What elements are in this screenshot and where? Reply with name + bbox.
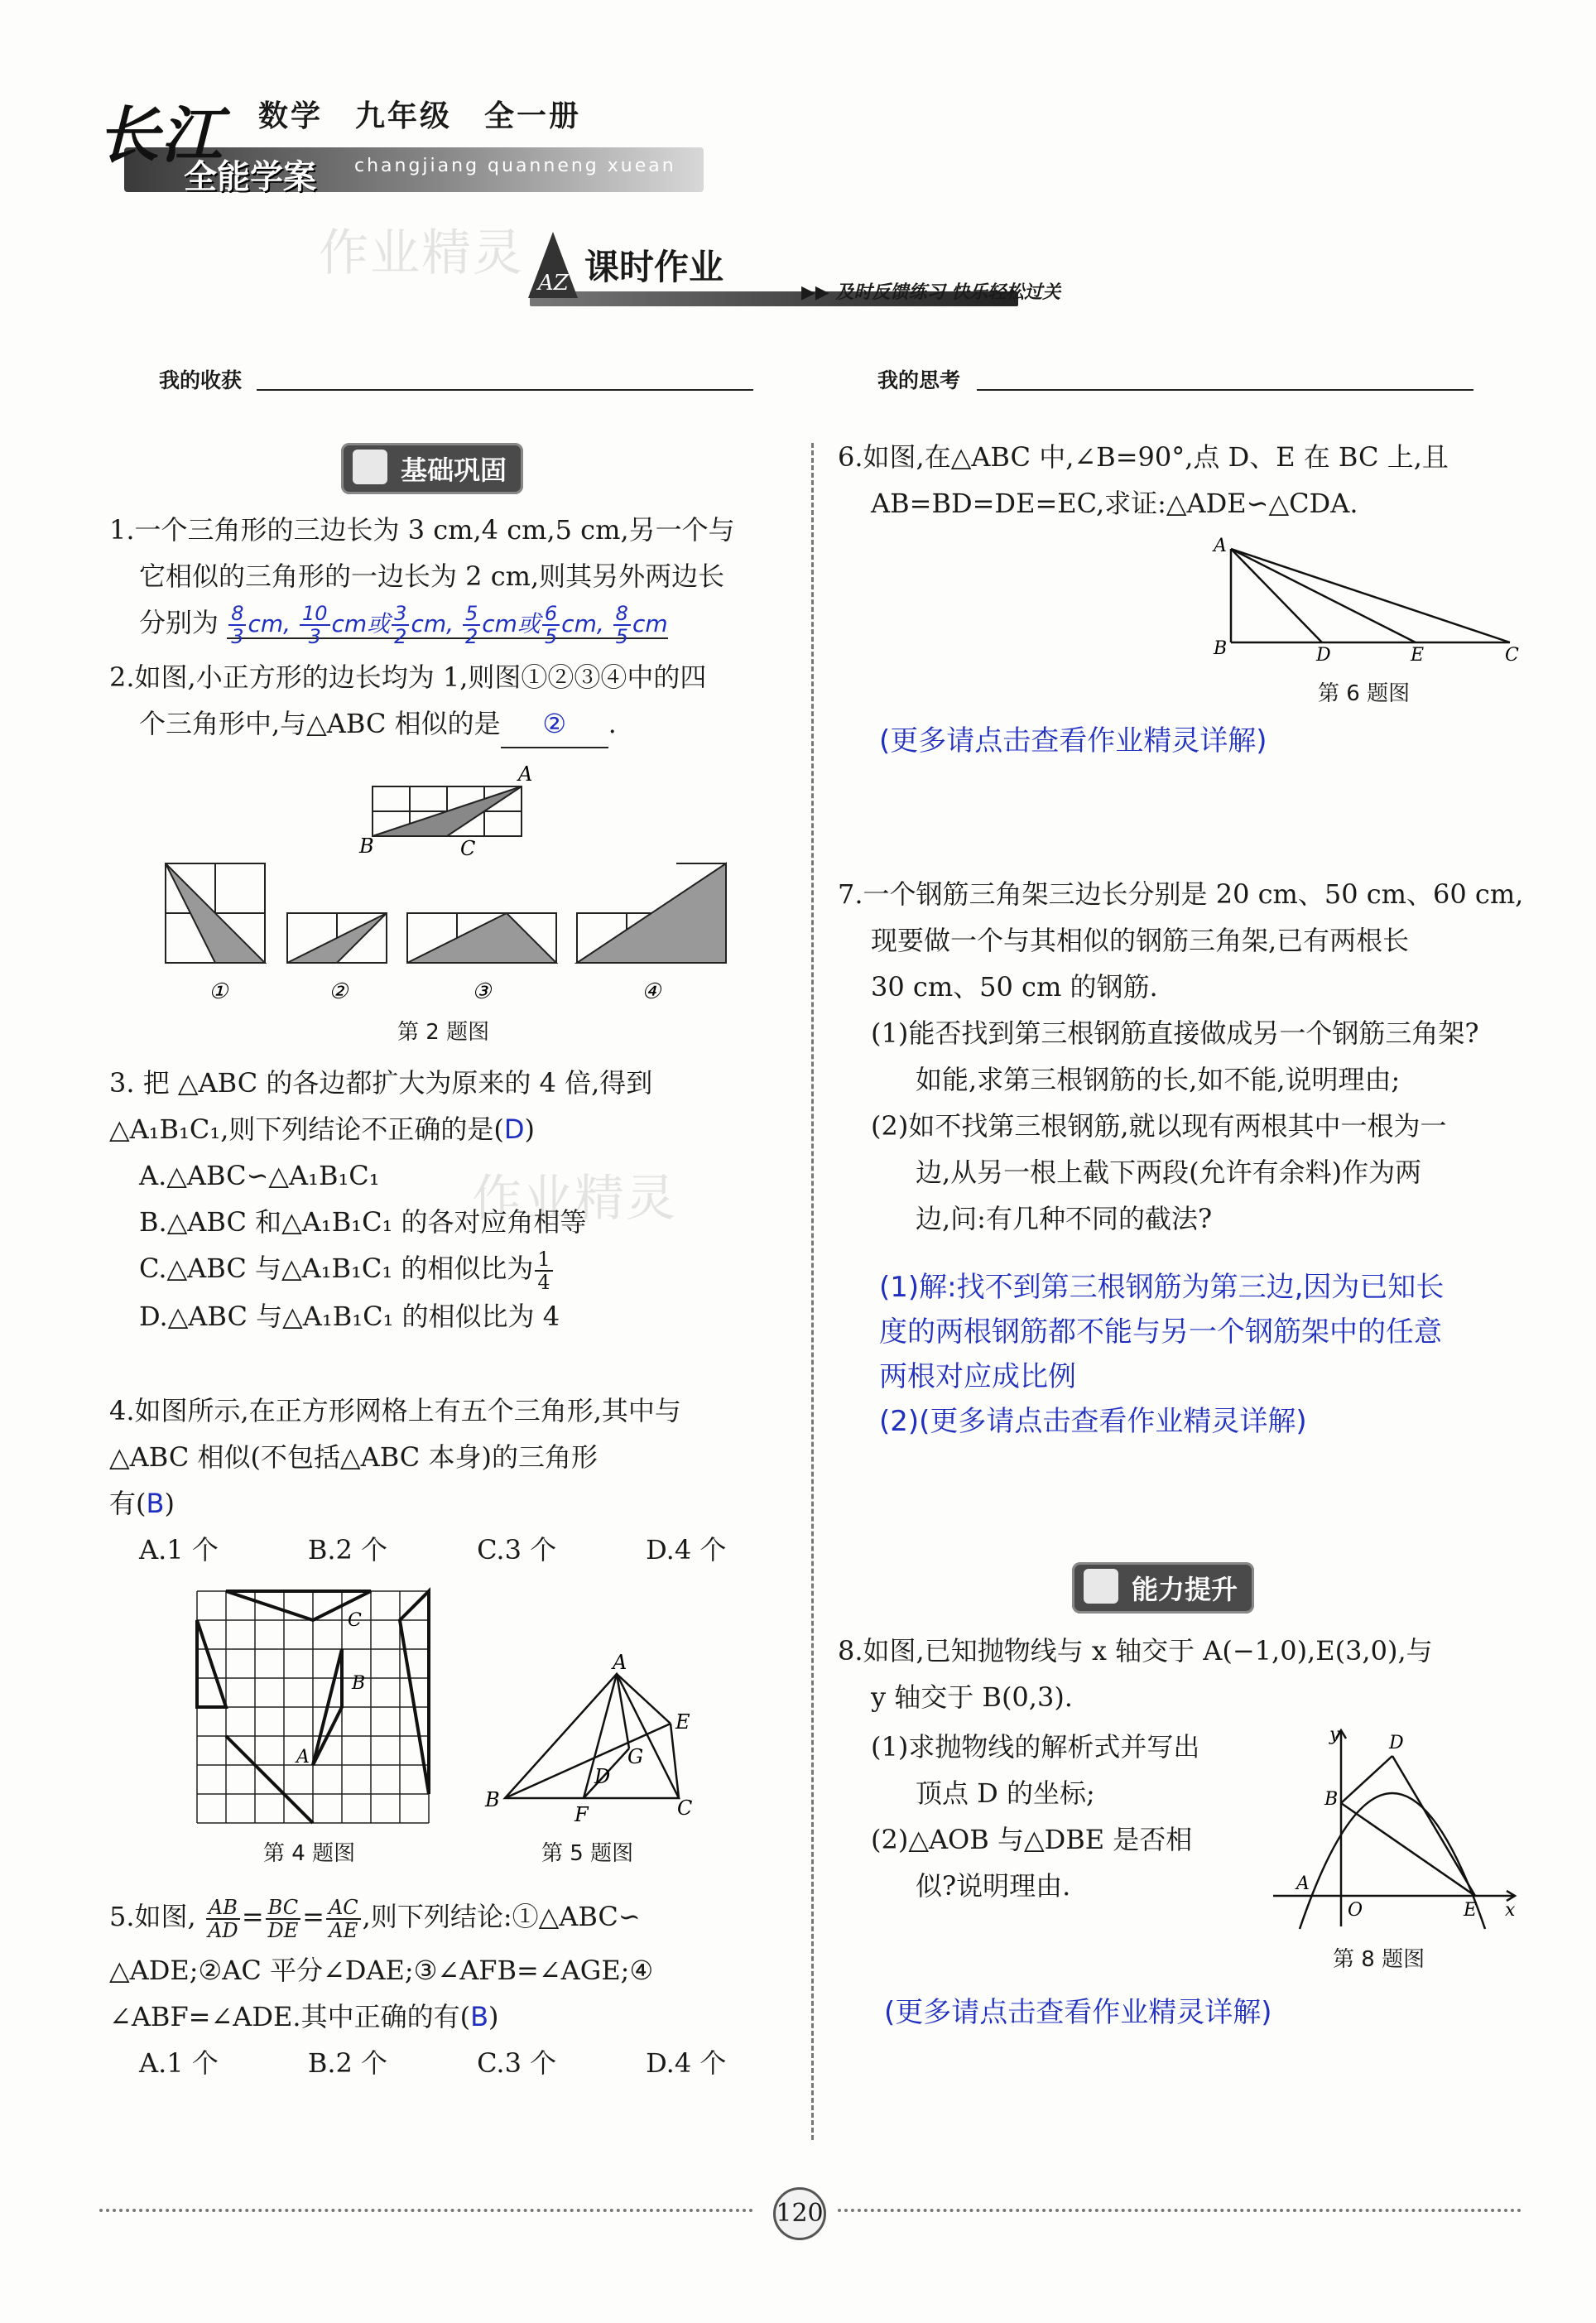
q7-answer: (1)解:找不到第三根钢筋为第三边,因为已知长 度的两根钢筋都不能与另一个钢筋架中的任意 两根对应成比例 (2)(更多请点击查看作业精灵详解)	[879, 1265, 1558, 1444]
question-7: 7.一个钢筋三角架三边长分别是 20 cm、50 cm、60 cm, 现要做一个与其相似的钢筋三角架,已有两根长 30 cm、50 cm 的钢筋. (1)能否找到第三根钢筋直接做成另一个钢筋三角架? 如能,求第三根钢筋的长,如不能,说明理由; (2)如不找第三根钢筋,就以现有两根其中一根为一 边,从另一根上截下两段(允许有余料)作为两 边,问:有几种不同的截法?	[838, 878, 1524, 1234]
question-1: 1.一个三角形的三边长为 3 cm,4 cm,5 cm,另一个与 它相似的三角形的一边长为 2 cm,则其另外两边长 分别为 $\frac{8}{3}$ cm, $\frac{10}{3}$ cm或 $\frac{3}{2}$ cm, $\frac{5}{2}$ cm或 $\frac{6}{5}$ cm, $\frac{8}{5}$ cm	[109, 514, 735, 648]
q8-parabola-figure	[1268, 1724, 1526, 1935]
svg-text:G: G	[627, 1745, 644, 1768]
svg-text:B: B	[485, 1788, 500, 1811]
q5-answer: B	[470, 2001, 489, 2032]
q3-answer: D	[503, 1113, 525, 1145]
q4-answer: B	[146, 1488, 165, 1519]
svg-text:E: E	[675, 1710, 690, 1734]
svg-text:B: B	[352, 1673, 366, 1694]
q2-label-2: ②	[329, 979, 349, 1004]
q2-caption: 第 2 题图	[397, 1020, 490, 1045]
q4-grid-figure	[197, 1591, 430, 1825]
book-title: 数学 九年级 全一册	[258, 99, 582, 133]
clipboard-icon	[1084, 1569, 1118, 1604]
page-number: 120	[773, 2187, 826, 2240]
thinking-label: 我的思考	[877, 368, 961, 392]
svg-text:O: O	[1348, 1900, 1363, 1921]
svg-text:A: A	[296, 1747, 310, 1768]
question-8-parts: (1)求抛物线的解析式并写出 顶点 D 的坐标; (2)△AOB 与△DBE 是否相 似?说明理由.	[871, 1731, 1200, 1902]
svg-text:E: E	[1464, 1900, 1478, 1921]
thinking-line[interactable]	[977, 389, 1473, 391]
question-6: 6.如图,在△ABC 中,∠B=90°,点 D、E 在 BC 上,且 AB=BD=DE=EC,求证:△ADE∽△CDA.	[838, 441, 1449, 519]
q8-caption: 第 8 题图	[1333, 1947, 1425, 1972]
section-basic: 基础巩固	[341, 443, 523, 494]
banner-az-icon	[520, 224, 586, 306]
q4-caption: 第 4 题图	[263, 1841, 356, 1866]
q1-answer: $\frac{8}{3}$ cm, $\frac{10}{3}$ cm或 $\frac{3}{2}$ cm, $\frac{5}{2}$ cm或 $\frac{6}{5}$ cm, $\frac{8}{5}$ cm	[227, 610, 667, 639]
svg-text:A: A	[613, 1651, 627, 1674]
svg-text:D: D	[594, 1765, 611, 1788]
svg-text:x: x	[1505, 1900, 1516, 1921]
svg-text:C: C	[460, 837, 476, 860]
harvest-label: 我的收获	[159, 368, 243, 392]
svg-text:B: B	[1214, 638, 1228, 659]
question-8: 8.如图,已知抛物线与 x 轴交于 A(−1,0),E(3,0),与 y 轴交于 B(0,3).	[838, 1635, 1433, 1713]
svg-text:D: D	[1316, 645, 1331, 666]
footer-line-right	[838, 2209, 1521, 2212]
svg-text:E: E	[1411, 645, 1425, 666]
svg-text:A: A	[518, 762, 533, 786]
svg-text:F: F	[574, 1803, 589, 1826]
question-4: 4.如图所示,在正方形网格上有五个三角形,其中与 △ABC 相似(不包括△ABC 本身)的三角形 有(B) A.1 个 B.2 个 C.3 个 D.4 个	[109, 1395, 727, 1566]
watermark: 作业精灵	[472, 1170, 677, 1228]
section-advanced: 能力提升	[1072, 1562, 1254, 1614]
svg-text:A: A	[1214, 536, 1227, 556]
banner-title: 课时作业	[584, 247, 724, 287]
q6-figure	[1210, 536, 1526, 669]
q6-caption: 第 6 题图	[1318, 681, 1411, 706]
svg-text:A: A	[1296, 1873, 1310, 1894]
svg-text:B: B	[1324, 1789, 1339, 1810]
logo-subtitle: 全能学案	[184, 158, 316, 196]
harvest-line[interactable]	[257, 389, 753, 391]
banner-subtitle: ▶▶ 及时反馈练习 快乐轻松过关	[801, 282, 1061, 303]
q8-more-link[interactable]: (更多请点击查看作业精灵详解)	[884, 1996, 1272, 2029]
footer-line-left	[99, 2209, 753, 2212]
q5-caption: 第 5 题图	[541, 1841, 634, 1866]
logo: 长江	[98, 100, 224, 171]
svg-text:D: D	[1389, 1733, 1404, 1753]
q7-more-link[interactable]: (2)(更多请点击查看作业精灵详解)	[879, 1405, 1307, 1438]
q2-label-1: ①	[209, 979, 228, 1004]
q6-more-link[interactable]: (更多请点击查看作业精灵详解)	[879, 724, 1267, 758]
q2-label-4: ④	[642, 979, 661, 1004]
svg-text:AZ: AZ	[538, 271, 569, 296]
svg-text:C: C	[1505, 645, 1519, 666]
svg-text:C: C	[677, 1796, 693, 1820]
question-5: 5.如图, $\frac{AB}{AD}$ = $\frac{BC}{DE}$ = $\frac{AC}{AE}$ ,则下列结论:①△ABC∽ △ADE;②AC 平分∠DAE;③∠AFB=∠AGE;④ ∠ABF=∠ADE.其中正确的有(B) A.1 个 B.2 个 C.3 个 D.4 个	[109, 1895, 727, 2079]
q2-answer: ②	[501, 700, 608, 748]
q5-figure	[480, 1651, 704, 1831]
svg-text:B: B	[359, 834, 374, 858]
notebook-icon	[353, 450, 387, 484]
column-divider	[811, 443, 814, 2140]
question-3: 3. 把 △ABC 的各边都扩大为原来的 4 倍,得到 △A₁B₁C₁,则下列结论不正确的是(D) A.△ABC∽△A₁B₁C₁ B.△ABC 和△A₁B₁C₁ 的各对应角相等 C.△ABC 与△A₁B₁C₁ 的相似比为 $\frac{1}{4}$ D.△ABC 与△A₁B₁C₁ 的相似比为 4	[109, 1067, 653, 1332]
svg-text:y: y	[1329, 1724, 1340, 1745]
q2-label-3: ③	[472, 979, 492, 1004]
question-2: 2.如图,小正方形的边长均为 1,则图①②③④中的四 个三角形中,与△ABC 相似的是 ② .	[109, 654, 788, 748]
svg-text:C: C	[348, 1610, 362, 1631]
q2-main-figure	[348, 749, 533, 860]
q2-options-figure	[159, 859, 738, 1008]
watermark: 作业精灵	[319, 224, 524, 282]
pinyin-title: changjiang quanneng xuean	[354, 156, 676, 176]
